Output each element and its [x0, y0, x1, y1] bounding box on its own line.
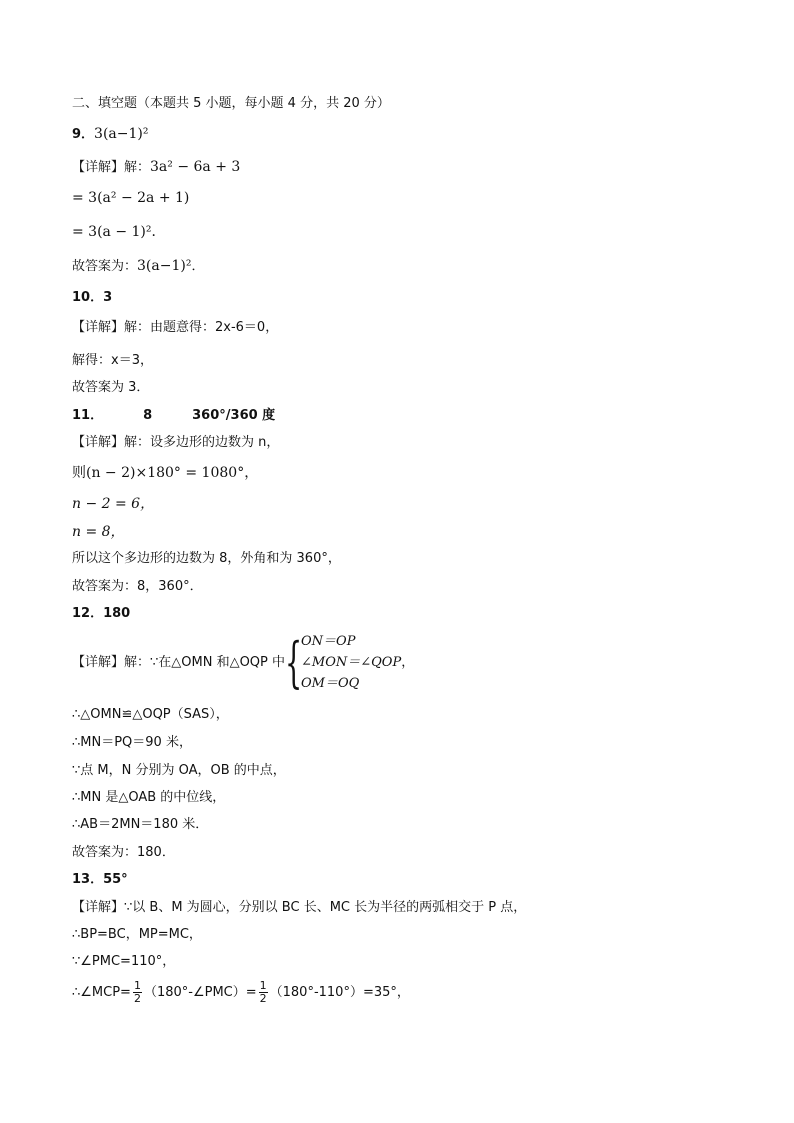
q12-detail-prefix: 【详解】解：∵在△OMN 和△OQP 中 — [72, 655, 286, 670]
q12-sys3: OM＝OQ — [301, 676, 360, 691]
q11-answer — [72, 406, 275, 426]
q11-summary: 所以这个多边形的边数为 8，外角和为 360°， — [72, 551, 341, 566]
q13-line3-mid: （180°-∠PMC）= — [143, 985, 257, 1000]
q12-system — [285, 631, 401, 694]
q9-answer-math: 3(a−1)² — [94, 126, 149, 142]
q13-line2: ∵∠PMC=110°， — [72, 954, 176, 969]
q12-line4: ∴MN 是△OAB 的中位线， — [72, 790, 226, 805]
q13-line3-prefix: ∴∠MCP= — [72, 985, 131, 1000]
q9-line3: = 3(a − 1)²． — [72, 224, 166, 240]
q9-final-prefix: 故答案为： — [72, 259, 138, 274]
q13-line3-end: （180°-110°）=35°， — [269, 985, 410, 1000]
q13-answer: 13．55° — [72, 872, 128, 887]
q12-sys1: ON＝OP — [301, 634, 356, 649]
q11-ans2: 360°/360 度 — [192, 408, 276, 423]
q9-detail-label: 【详解】解： — [72, 160, 151, 175]
frac-denominator: 2 — [133, 992, 141, 1005]
q11-detail: 【详解】解：设多边形的边数为 n， — [72, 435, 280, 450]
q9-final-suffix: ． — [191, 259, 205, 274]
q13-line3 — [72, 978, 410, 1008]
q13-detail: 【详解】∵以 B、M 为圆心，分别以 BC 长、MC 长为半径的两弧相交于 P 点， — [72, 900, 527, 915]
q11-number: 11． — [72, 408, 104, 423]
q9-answer — [72, 124, 148, 145]
q12-answer: 12．180 — [72, 606, 131, 621]
q12-line5: ∴AB＝2MN＝180 米． — [72, 817, 209, 832]
q9-detail — [72, 157, 240, 178]
q13-fraction-2 — [259, 980, 268, 1005]
q12-sys-suffix: ， — [401, 655, 415, 670]
q10-detail: 【详解】解：由题意得：2x-6＝0， — [72, 320, 279, 335]
q11-line1: 则(n − 2)×180° = 1080°， — [72, 465, 259, 481]
q13-line1: ∴BP=BC，MP=MC， — [72, 927, 202, 942]
q9-line1: 3a² − 6a + 3 — [150, 159, 241, 175]
q9-line2: = 3(a² − 2a + 1) — [72, 190, 190, 206]
frac-denominator: 2 — [259, 992, 267, 1005]
q13-fraction-1 — [133, 980, 142, 1005]
frac-numerator: 1 — [259, 979, 267, 992]
q9-final — [72, 256, 204, 277]
q10-answer: 10．3 — [72, 290, 113, 305]
q9-final-math: 3(a−1)² — [137, 258, 192, 274]
q11-final: 故答案为：8，360°． — [72, 579, 203, 594]
q10-final: 故答案为 3． — [72, 380, 150, 395]
q12-line3: ∵点 M，N 分别为 OA，OB 的中点， — [72, 763, 286, 778]
q11-ans1: 8 — [143, 408, 153, 423]
section-title: 二、填空题（本题共 5 小题，每小题 4 分，共 20 分） — [72, 96, 390, 111]
frac-numerator: 1 — [133, 979, 141, 992]
q12-line1: ∴△OMN≌△OQP（SAS）， — [72, 707, 229, 722]
q11-line2: n − 2 = 6， — [72, 496, 155, 512]
q12-detail — [72, 630, 414, 696]
q12-line2: ∴MN＝PQ＝90 米， — [72, 735, 192, 750]
q11-line3: n = 8， — [72, 524, 125, 540]
q10-solve: 解得：x＝3， — [72, 353, 153, 368]
brace-symbol: { — [285, 630, 303, 694]
q9-number: 9． — [72, 127, 95, 142]
q12-sys2: ∠MON＝∠QOP — [301, 655, 402, 670]
q12-final: 故答案为：180． — [72, 845, 175, 860]
